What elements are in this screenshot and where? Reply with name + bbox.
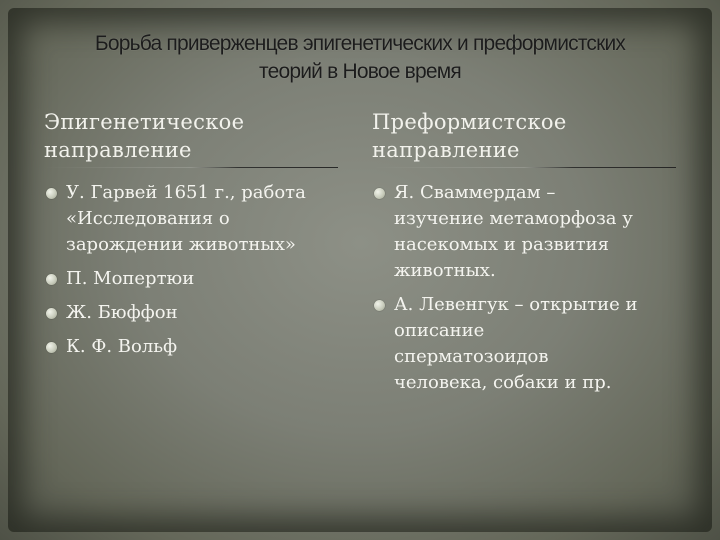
item-line: А. Левенгук – открытие и (394, 294, 638, 315)
preformist-heading-line-2: направление (372, 138, 520, 162)
title-line-2: теорий в Новое время (259, 60, 461, 83)
item-line: Я. Сваммердам – (394, 182, 556, 203)
slide-title (60, 30, 660, 86)
preformist-heading (372, 108, 682, 170)
bullet-icon (374, 188, 385, 199)
item-line: Ж. Бюффон (66, 302, 178, 323)
item-line: П. Мопертюи (66, 268, 195, 289)
bullet-icon (46, 274, 57, 285)
item-line: «Исследования о (66, 208, 230, 229)
epigenetic-heading-line-1: Эпигенетическое (44, 110, 245, 134)
preformist-column (372, 108, 682, 404)
bullet-icon (46, 188, 57, 199)
preformist-heading-line-1: Преформистское (372, 110, 567, 134)
epigenetic-heading-line-2: направление (44, 138, 192, 162)
list-item (372, 292, 682, 396)
list-item (372, 180, 682, 284)
heading-divider (44, 167, 338, 168)
epigenetic-column (44, 108, 344, 368)
list-item (44, 334, 344, 360)
list-item (44, 300, 344, 326)
item-line: зарождении животных» (66, 234, 296, 255)
item-line: сперматозоидов (394, 346, 549, 367)
item-line: животных. (394, 260, 496, 281)
epigenetic-heading (44, 108, 344, 170)
item-line: описание (394, 320, 485, 341)
item-line: изучение метаморфоза у (394, 208, 633, 229)
item-line: У. Гарвей 1651 г., работа (66, 182, 306, 203)
item-line: К. Ф. Вольф (66, 336, 178, 357)
preformist-list (372, 180, 682, 396)
heading-divider (372, 167, 676, 168)
epigenetic-list (44, 180, 344, 360)
item-line: насекомых и развития (394, 234, 609, 255)
bullet-icon (46, 342, 57, 353)
item-line: человека, собаки и пр. (394, 372, 612, 393)
bullet-icon (46, 308, 57, 319)
list-item (44, 180, 344, 258)
bullet-icon (374, 300, 385, 311)
list-item (44, 266, 344, 292)
title-line-1: Борьба приверженцев эпигенетических и преформистских (94, 32, 626, 55)
